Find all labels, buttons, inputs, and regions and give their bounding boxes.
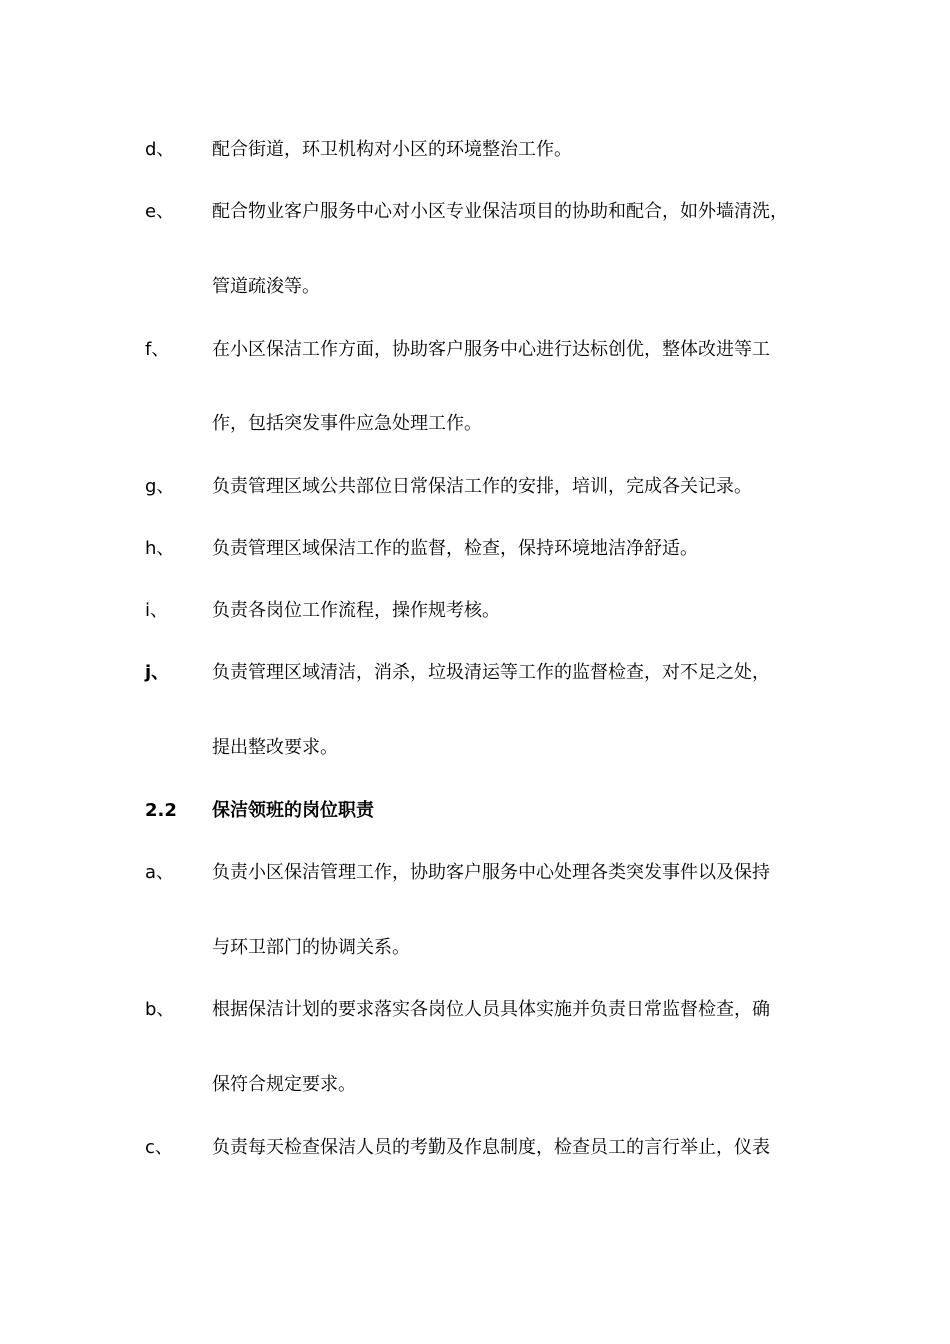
section-number: 2.2 — [145, 800, 177, 821]
list-item-text-continued: 提出整改要求。 — [212, 737, 338, 758]
list-item-text: 根据保洁计划的要求落实各岗位人员具体实施并负责日常监督检查，确 — [212, 999, 770, 1020]
list-item-text-continued: 管道疏浚等。 — [212, 276, 320, 297]
list-item-text: 配合物业客户服务中心对小区专业保洁项目的协助和配合，如外墙清洗， — [212, 201, 788, 222]
list-item-text: 负责管理区域公共部位日常保洁工作的安排，培训，完成各关记录。 — [212, 476, 752, 497]
list-item-text: 在小区保洁工作方面，协助客户服务中心进行达标创优，整体改进等工 — [212, 339, 770, 360]
list-item-text: 负责各岗位工作流程，操作规考核。 — [212, 600, 500, 621]
list-marker: h、 — [145, 538, 175, 559]
list-marker: e、 — [145, 201, 175, 222]
list-marker: f、 — [145, 339, 170, 360]
list-item-text: 负责每天检查保洁人员的考勤及作息制度，检查员工的言行举止，仪表 — [212, 1137, 770, 1158]
list-item-text-continued: 保符合规定要求。 — [212, 1074, 356, 1095]
list-item-text: 配合街道，环卫机构对小区的环境整治工作。 — [212, 139, 572, 160]
list-marker: j、 — [145, 662, 170, 683]
list-item-text-continued: 与环卫部门的协调关系。 — [212, 937, 410, 958]
list-marker: g、 — [145, 476, 175, 497]
list-item-text: 负责小区保洁管理工作，协助客户服务中心处理各类突发事件以及保持 — [212, 862, 770, 883]
list-item-text-continued: 作，包括突发事件应急处理工作。 — [212, 413, 482, 434]
list-item-text: 负责管理区域清洁，消杀，垃圾清运等工作的监督检查，对不足之处， — [212, 662, 770, 683]
list-marker: b、 — [145, 999, 175, 1020]
list-marker: d、 — [145, 139, 175, 160]
list-marker: c、 — [145, 1137, 173, 1158]
section-title: 保洁领班的岗位职责 — [212, 800, 374, 821]
list-marker: a、 — [145, 862, 175, 883]
list-marker: i、 — [145, 600, 169, 621]
list-item-text: 负责管理区域保洁工作的监督，检查，保持环境地洁净舒适。 — [212, 538, 698, 559]
